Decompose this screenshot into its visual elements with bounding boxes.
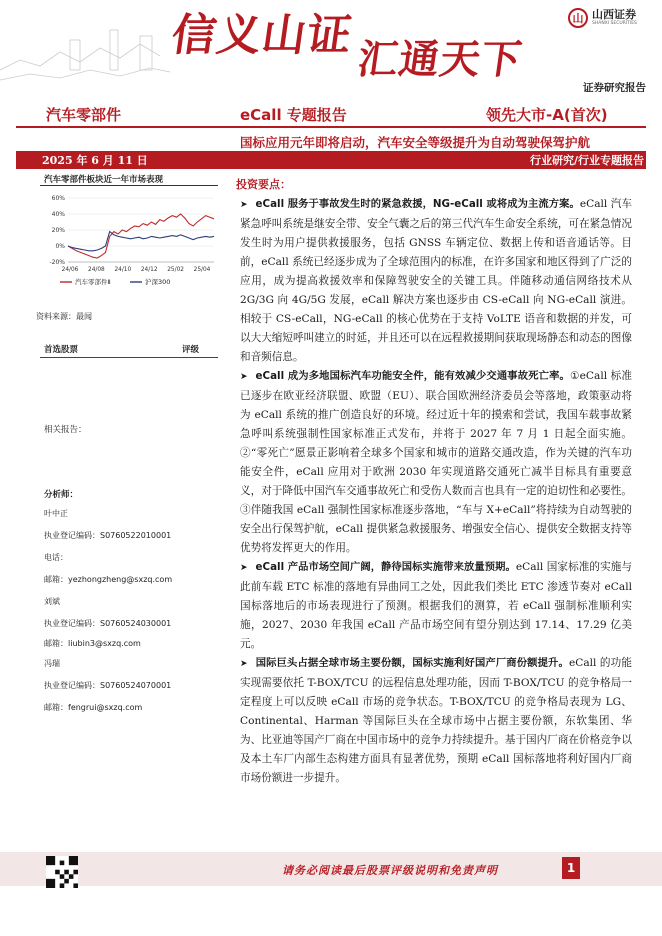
chart-source: 资料来源：最闻 bbox=[36, 312, 92, 321]
sector-name: 汽车零部件 bbox=[46, 106, 122, 124]
highlight-paragraph bbox=[240, 558, 632, 654]
legend-label: 沪深300 bbox=[145, 278, 171, 286]
analyst-name: 叶中正 bbox=[44, 509, 68, 518]
highlight-heading: 国际巨头占据全球市场主要份额，国标实施利好国产厂商份额提升。 bbox=[255, 657, 569, 669]
related-reports-label: 相关报告： bbox=[44, 425, 87, 435]
analyst-header: 分析师： bbox=[44, 490, 79, 500]
highlight-text: eCall 汽车紧急呼叫系统是继安全带、安全气囊之后的第三代汽车生命安全系统，可在紧急情况发生时为用户提供救援服务，包括 GNSS 车辆定位、数据上传和语音通话等。目前，eCall 系统已经逐步成为了全球范围内的标准，在许多国家和地区得到了广泛的应用，成为提高救援效率和保障驾驶安全的关键工具。伴随移动通信网络技术从 2G/3G 向 4G/5G 发展，eCall 解决方案也逐步由 CS-eCall 向 NG-eCall 演进。相较于 CS-eCall，NG-eCall 的核心优势在于支持 VoLTE 语音和数据的并发，可以大大缩短呼叫建立的时延，并且还可以在远程救援期间获取现场静态和动态的图像和音频信息。 bbox=[240, 198, 632, 363]
company-logo bbox=[568, 8, 637, 28]
x-tick-label: 24/10 bbox=[114, 267, 132, 273]
title-divider bbox=[16, 126, 646, 128]
highlights-lead: 投资要点： bbox=[236, 178, 291, 191]
chart-title-rule bbox=[40, 185, 218, 186]
x-tick-label: 24/12 bbox=[140, 267, 158, 273]
logo-name-en: SHANXI SECURITIES bbox=[592, 21, 637, 27]
highlight-paragraph bbox=[240, 195, 632, 367]
stock-table-rule bbox=[40, 357, 218, 358]
highlight-heading: eCall 产品市场空间广阔，静待国标实施带来放量预期。 bbox=[255, 561, 516, 573]
y-tick-label: -20% bbox=[49, 259, 65, 266]
analyst-email[interactable]: 邮箱：yezhongzheng@sxzq.com bbox=[44, 575, 173, 584]
report-subtitle: 国标应用元年即将启动，汽车安全等级提升为自动驾驶保驾护航 bbox=[240, 135, 591, 150]
series-line-index bbox=[68, 232, 214, 251]
analyst-name: 刘斌 bbox=[44, 597, 60, 606]
bullet-arrow-icon: ➤ bbox=[240, 563, 248, 573]
rating-header: 评级 bbox=[182, 345, 200, 355]
highlight-paragraph bbox=[240, 654, 632, 788]
investment-highlights bbox=[236, 175, 633, 788]
x-tick-label: 25/02 bbox=[167, 267, 184, 273]
report-type: 证券研究报告 bbox=[583, 82, 646, 92]
y-tick-label: 60% bbox=[51, 195, 65, 202]
header-banner bbox=[0, 0, 662, 92]
highlight-text: ①eCall 标准已逐步在欧亚经济联盟、欧盟（EU）、联合国欧洲经济委员会等落地，政策驱动将为 eCall 系统的推广创造良好的环境。经过近十年的摸索和尝试，我国车载事故紧急呼叫系统强制性国家标准正式发布，并将于 2027 年 7 月 1 日起全面实施。②“零死亡”愿景正影响着全球多个国家和城市的道路交通改造，作为关键的汽车功能安全件，eCall 应用对于欧洲 2030 年实现道路交通死亡减半目标具有重要意义，对于降低中国汽车交通事故死亡和受伤人数而言也具有一定的迫切性和必要性。③伴随我国 eCall 强制性国家标准逐步落地，“车与 X+eCall”将持续为自动驾驶的安全出行保驾护航，eCall 提供紧急救援服务、增强安全信心、提供安全数据支持等优势将发挥更大的作用。 bbox=[240, 370, 632, 554]
slogan-part-b: 汇通天下 bbox=[354, 36, 526, 83]
legend-label: 汽车零部件Ⅱ bbox=[75, 278, 111, 286]
y-tick-label: 40% bbox=[51, 211, 65, 218]
highlight-paragraph bbox=[240, 367, 632, 558]
analyst-cert: 执业登记编码：S0760524030001 bbox=[44, 619, 172, 628]
logo-name-cn: 山西证券 bbox=[592, 8, 636, 22]
x-tick-label: 24/08 bbox=[88, 267, 105, 273]
industry-rating: 领先大市-A(首次) bbox=[486, 106, 608, 124]
market-performance-chart bbox=[40, 192, 220, 302]
series-line-sector bbox=[68, 214, 214, 258]
bullet-arrow-icon: ➤ bbox=[240, 372, 248, 382]
y-tick-label: 0% bbox=[55, 243, 65, 250]
page-number: 1 bbox=[562, 857, 580, 879]
analyst-phone: 电话： bbox=[44, 553, 68, 562]
highlight-text: eCall 的功能实现需要依托 T-BOX/TCU 的远程信息处理功能，因而 T-BOX/TCU 的竞争格局一定程度上可以反映 eCall 市场的竞争状态。T-BOX/TCU 的竞争格局表现为 LG、Continental、Harman 等国际巨头在全球市场中占据主要份额，东软集团、华为、比亚迪等国产厂商在中国市场中的竞争力持续提升。基于国内厂商在价格竞争以及本土车厂内部生态构建方面具有显著优势，预期 eCall 国标落地将利好国内厂商市场份额进一步提升。 bbox=[240, 657, 633, 784]
preferred-stocks-header: 首选股票 bbox=[44, 345, 79, 355]
analyst-name: 冯瑞 bbox=[44, 659, 60, 668]
highlight-text: eCall 国家标准的实施与此前车载 ETC 标准的落地有异曲同工之处，因此我们类比 ETC 渗透节奏对 eCall 国标落地后的市场表现进行了预测。根据我们的测算，若 eCall 强制标准顺利实施，2027、2030 年我国 eCall 产品市场空间有望分别达到 17.14、17.29 亿美元。 bbox=[240, 561, 632, 650]
report-date: 2025 年 6 月 11 日 bbox=[42, 154, 148, 167]
x-tick-label: 24/06 bbox=[61, 267, 79, 273]
y-tick-label: 20% bbox=[51, 227, 65, 234]
chart-title: 汽车零部件板块近一年市场表现 bbox=[44, 175, 164, 185]
analyst-email[interactable]: 邮箱：liubin3@sxzq.com bbox=[44, 639, 141, 648]
highlight-heading: eCall 服务于事故发生时的紧急救援，NG-eCall 或将成为主流方案。 bbox=[255, 198, 580, 210]
bullet-arrow-icon: ➤ bbox=[240, 659, 248, 669]
analyst-email[interactable]: 邮箱：fengrui@sxzq.com bbox=[44, 703, 143, 712]
highlight-heading: eCall 成为多地国标汽车功能安全件，能有效减少交通事故死亡率。 bbox=[255, 370, 570, 382]
report-category: 行业研究/行业专题报告 bbox=[529, 154, 644, 167]
analyst-cert: 执业登记编码：S0760524070001 bbox=[44, 681, 172, 690]
qr-code-icon[interactable] bbox=[46, 856, 78, 888]
disclaimer-notice[interactable]: 请务必阅读最后股票评级说明和免责声明 bbox=[282, 864, 498, 877]
logo-mark-icon: 山 bbox=[568, 8, 588, 28]
bullet-arrow-icon: ➤ bbox=[240, 200, 248, 210]
x-tick-label: 25/04 bbox=[193, 267, 211, 273]
report-title: eCall 专题报告 bbox=[240, 106, 347, 124]
analyst-cert: 执业登记编码：S0760522010001 bbox=[44, 531, 172, 540]
slogan-part-a: 信义山证 bbox=[168, 10, 356, 61]
